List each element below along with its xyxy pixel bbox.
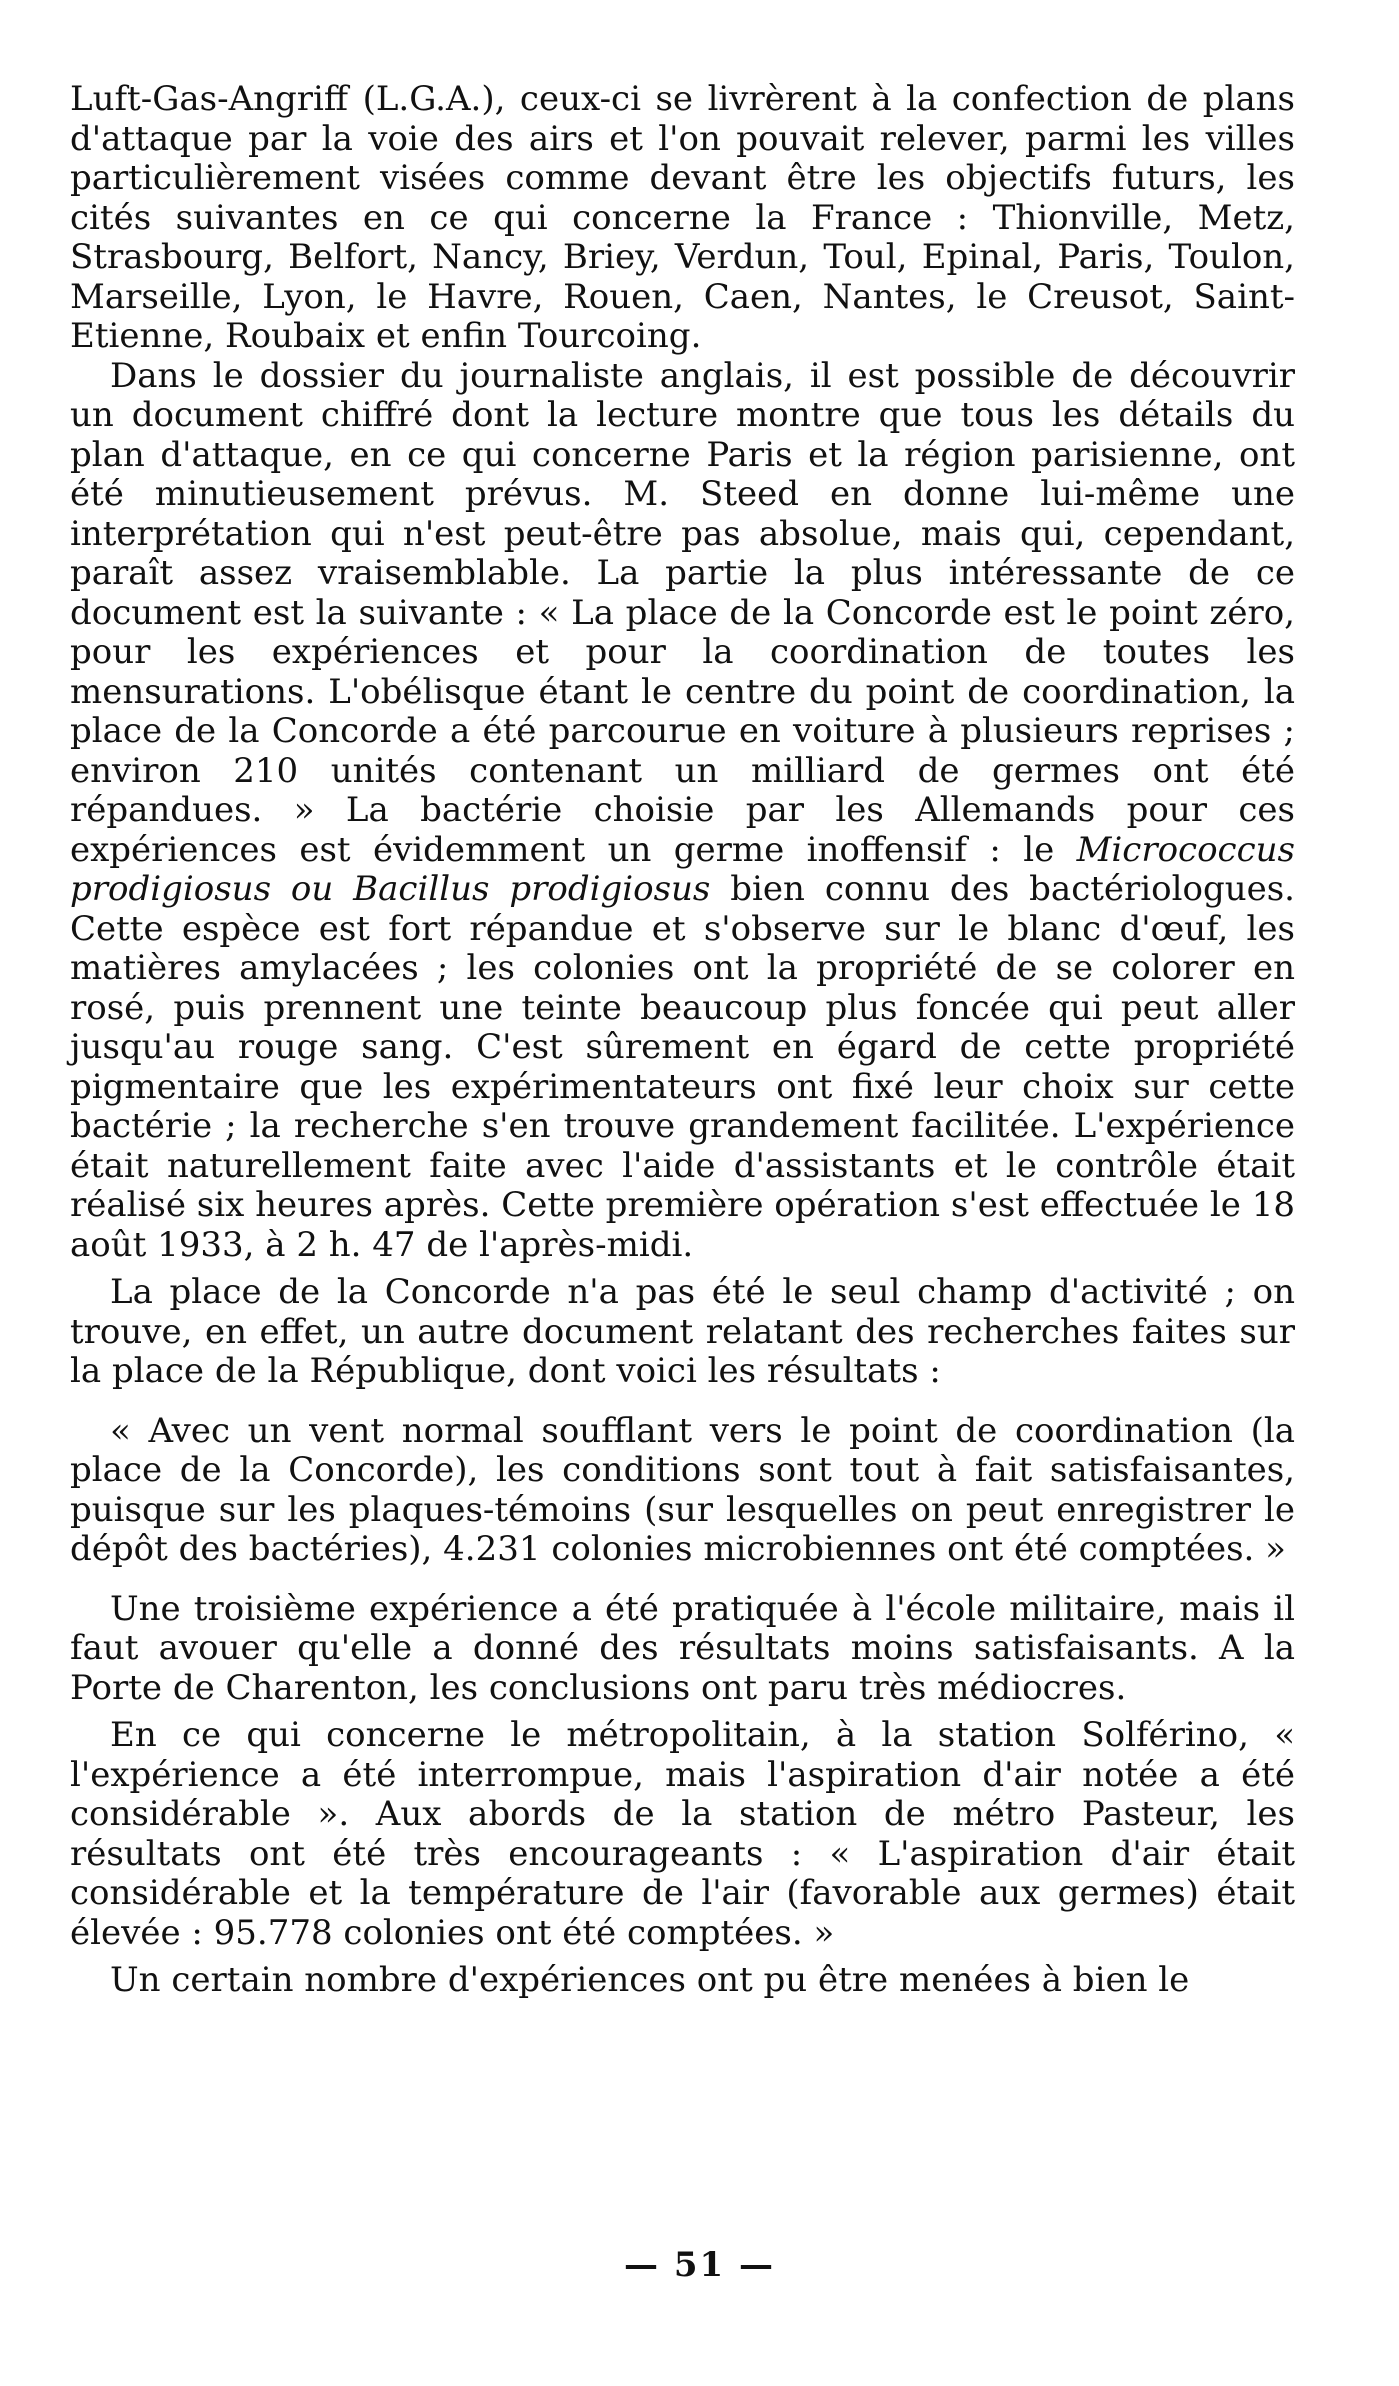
paragraph-7: Un certain nombre d'expériences ont pu être menées à bien le	[110, 1960, 1190, 2000]
page-number: — 51 —	[624, 2245, 775, 2285]
paragraph-6: En ce qui concerne le métropolitain, à la station Solférino, « l'expérience a été interrompue, mais l'aspiration d'air notée a été considérable ». Aux abords de la station de métro Pasteur, les résultats ont été très encourageants : « L'aspiration d'air était considérable et la température de l'air (favorable aux germes) était élevée : 95.778 colonies ont été comptées. »	[70, 1715, 1295, 1953]
paragraph-3: La place de la Concorde n'a pas été le seul champ d'activité ; on trouve, en effet, un autre document relatant des recherches faites sur la place de la République, dont voici les résultats :	[70, 1272, 1295, 1391]
paragraph-1: Luft-Gas-Angriff (L.G.A.), ceux-ci se livrèrent à la confection de plans d'attaque par la voie des airs et l'on pouvait relever, parmi les villes particulièrement visées comme devant être les objectifs futurs, les cités suivantes en ce qui concerne la France : Thionville, Metz, Strasbourg, Belfort, Nancy, Briey, Verdun, Toul, Epinal, Paris, Toulon, Marseille, Lyon, le Havre, Rouen, Caen, Nantes, le Creusot, Saint-Etienne, Roubaix et enfin Tourcoing.	[70, 79, 1295, 356]
paragraph-2-text-b: bien connu des bactériologues. Cette espèce est fort répandue et s'observe sur le blanc d'œuf, les matières amylacées ; les colonies ont la propriété de se colorer en rosé, puis prennent une teinte beaucoup plus foncée qui peut aller jusqu'au rouge sang. C'est sûrement en égard de cette propriété pigmentaire que les expérimentateurs ont fixé leur choix sur cette bactérie ; la recherche s'en trouve grandement facilitée. L'expérience était naturellement faite avec l'aide d'assistants et le contrôle était réalisé six heures après. Cette première opération s'est effectuée le 18 août 1933, à 2 h. 47 de l'après-midi.	[70, 869, 1295, 1265]
paragraph-5: Une troisième expérience a été pratiquée à l'école militaire, mais il faut avouer qu'elle a donné des résultats moins satisfaisants. A la Porte de Charenton, les conclusions ont paru très médiocres.	[70, 1588, 1295, 1708]
paragraph-4-quote: « Avec un vent normal soufflant vers le point de coordination (la place de la Concorde), les conditions sont tout à fait satisfaisantes, puisque sur les plaques-témoins (sur lesquelles on peut enregistrer le dépôt des bactéries), 4.231 colonies microbiennes ont été comptées. »	[70, 1410, 1295, 1569]
page-body	[70, 80, 1295, 2001]
paragraph-2-text-a: Dans le dossier du journaliste anglais, il est possible de découvrir un document chiffré dont la lecture montre que tous les détails du plan d'attaque, en ce qui concerne Paris et la région parisienne, ont été minutieusement prévus. M. Steed en donne lui-même une interprétation qui n'est peut-être pas absolue, mais qui, cependant, paraît assez vraisemblable. La partie la plus intéressante de ce document est la suivante : « La place de la Concorde est le point zéro, pour les expériences et pour la coordination de toutes les mensurations. L'obélisque étant le centre du point de coordination, la place de la Concorde a été parcourue en voiture à plusieurs reprises ; environ 210 unités contenant un milliard de germes ont été répandues. » La bactérie choisie par les Allemands pour ces expériences est évidemment un germe inoffensif : le	[70, 355, 1295, 870]
paragraph-2	[70, 357, 1295, 1266]
paragraph-2-italic-species: Micrococcus prodigiosus ou Bacillus prodigiosus	[70, 829, 1295, 909]
